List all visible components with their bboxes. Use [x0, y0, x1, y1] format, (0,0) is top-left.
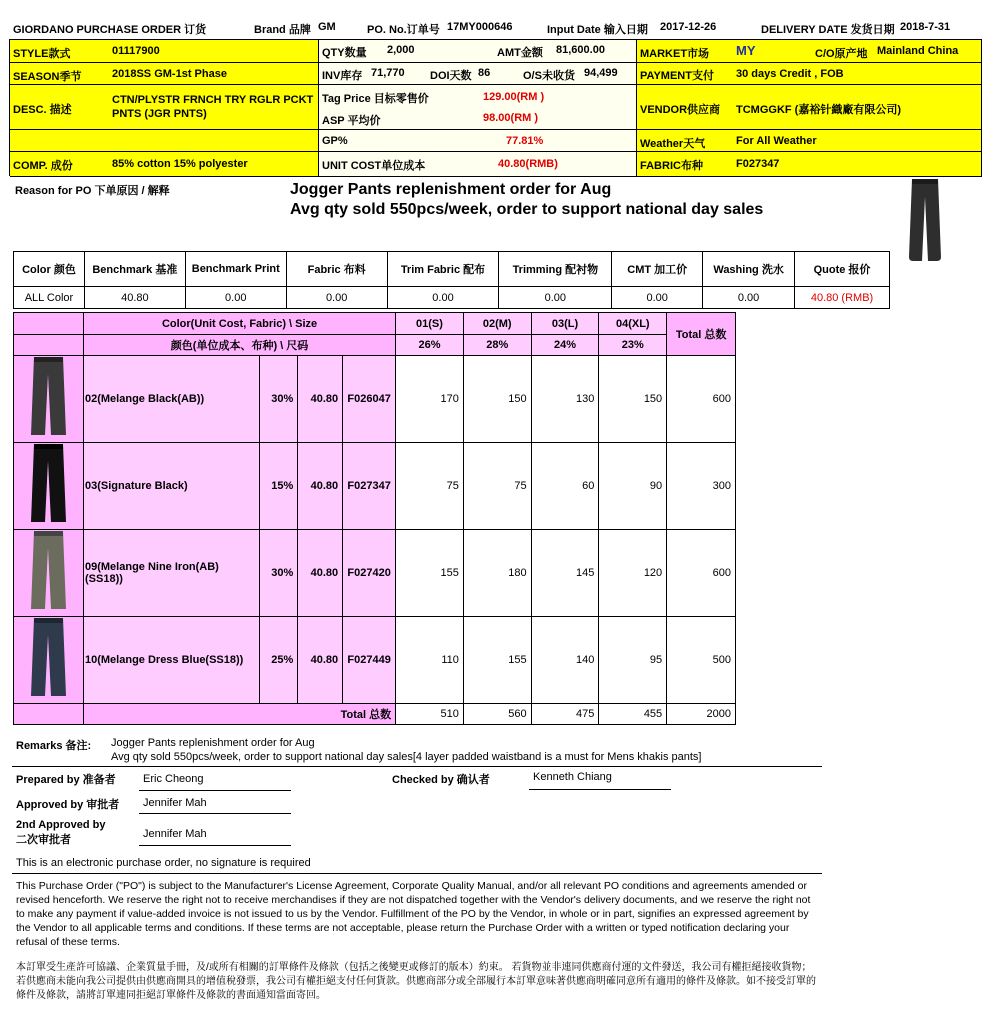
- table-row: [14, 443, 736, 530]
- vendor-label: VENDOR供应商: [640, 104, 721, 116]
- bench-header-benchmark: Benchmark 基准: [84, 252, 185, 287]
- qty-s: 155: [396, 530, 464, 617]
- bench-header-trimming: Trimming 配衬物: [499, 252, 612, 287]
- qty-m: 150: [463, 356, 531, 443]
- desc-label: DESC. 描述: [13, 104, 72, 116]
- bench-value-benchmark-print: 0.00: [185, 287, 286, 309]
- bench-header-cmt: CMT 加工价: [612, 252, 703, 287]
- brand-label: Brand 品牌: [254, 24, 311, 36]
- product-pants-image: [906, 177, 944, 263]
- bench-value-fabric: 0.00: [286, 287, 387, 309]
- grid-head-en: Color(Unit Cost, Fabric) \ Size: [84, 313, 396, 335]
- prepared-by-label: Prepared by 准备者: [16, 774, 116, 786]
- table-row: [14, 356, 736, 443]
- bench-header-fabric: Fabric 布料: [286, 252, 387, 287]
- color-fabric: F027420: [343, 530, 396, 617]
- asp-label: ASP 平均价: [322, 115, 381, 127]
- bench-header-quote: Quote 报价: [795, 252, 890, 287]
- divider: [12, 873, 822, 874]
- bench-header-benchmark-print: Benchmark Print: [185, 252, 286, 287]
- grid-image-header-2: [14, 335, 84, 356]
- amt-label: AMT金额: [497, 47, 543, 59]
- market-value: MY: [736, 43, 756, 58]
- bench-value-cmt: 0.00: [612, 287, 703, 309]
- footer-total-l: 475: [531, 704, 599, 725]
- table-row: [14, 617, 736, 704]
- qty-xl: 150: [599, 356, 667, 443]
- qty-total: 500: [667, 617, 736, 704]
- comp-value: 85% cotton 15% polyester: [112, 158, 248, 170]
- bench-header-washing: Washing 洗水: [703, 252, 795, 287]
- co-value: Mainland China: [877, 45, 959, 57]
- po-number: 17MY000646: [447, 21, 513, 33]
- doi-value: 86: [478, 67, 491, 79]
- bench-value-washing: 0.00: [703, 287, 795, 309]
- po-title: GIORDANO PURCHASE ORDER 订货: [13, 24, 207, 36]
- qty-xl: 95: [599, 617, 667, 704]
- brand-value: GM: [318, 21, 336, 33]
- footer-total-s: 510: [396, 704, 464, 725]
- footer-total-m: 560: [463, 704, 531, 725]
- asp-value: 98.00(RM ): [483, 112, 539, 124]
- color-name: 10(Melange Dress Blue(SS18)): [84, 617, 260, 704]
- qty-m: 155: [463, 617, 531, 704]
- desc-line2: PNTS (JGR PNTS): [112, 108, 207, 120]
- color-swatch-cell: [14, 530, 84, 617]
- qty-m: 180: [463, 530, 531, 617]
- color-swatch-cell: [14, 356, 84, 443]
- size-l-label: 03(L): [531, 313, 599, 335]
- legal-terms-cn: 本訂單受生產許可協議、企業質量手冊，及/或所有相關的訂單條件及條款（包括之後變更或修訂的版本）約束。 若貨物並非連同供應商付運的文件發送，我公司有權拒絕接收貨物；若供應商未能向我公司提供由供應商開具的增值稅發票，我公司有權拒絕支付任何貨款。供應商部分或全部履行本訂單意味著供應商明確同意所有適用的條件及條款。如不接受訂單的條件及條款，請將訂單連同拒絕訂單條件及條款的書面通知當面寄回。: [16, 962, 816, 1001]
- size-xl-label: 04(XL): [599, 313, 667, 335]
- color-fabric: F027347: [343, 443, 396, 530]
- input-date-label: Input Date 输入日期: [547, 24, 648, 36]
- gp-label: GP%: [322, 135, 348, 147]
- qty-total: 600: [667, 530, 736, 617]
- bench-value-color: ALL Color: [14, 287, 85, 309]
- checked-by-name: Kenneth Chiang: [533, 771, 612, 783]
- delivery-date-label: DELIVERY DATE 发货日期: [761, 24, 895, 36]
- bench-value-quote: 40.80 (RMB): [795, 287, 890, 309]
- os-label: O/S未收货: [523, 70, 575, 82]
- fabric-label: FABRIC布种: [640, 160, 703, 172]
- pants-signature-black-image: [14, 443, 83, 526]
- desc-line1: CTN/PLYSTR FRNCH TRY RGLR PCKT: [112, 94, 314, 106]
- color-fabric: F027449: [343, 617, 396, 704]
- second-approved-label-en: 2nd Approved by: [16, 819, 106, 831]
- size-m-label: 02(M): [463, 313, 531, 335]
- pants-melange-dress-blue-image: [14, 617, 83, 700]
- size-xl-pct: 23%: [599, 335, 667, 356]
- color-pct: 30%: [260, 356, 298, 443]
- color-cost: 40.80: [298, 356, 343, 443]
- remarks-line1: Jogger Pants replenishment order for Aug: [111, 737, 315, 749]
- color-swatch-cell: [14, 443, 84, 530]
- bench-value-trimming: 0.00: [499, 287, 612, 309]
- bench-value-trim-fabric: 0.00: [387, 287, 499, 309]
- market-label: MARKET市场: [640, 48, 710, 60]
- color-pct: 30%: [260, 530, 298, 617]
- size-s-pct: 26%: [396, 335, 464, 356]
- total-header: Total 总数: [667, 313, 736, 356]
- pants-melange-black-image: [14, 356, 83, 439]
- qty-s: 75: [396, 443, 464, 530]
- signature-line: [139, 813, 291, 814]
- pants-melange-nine-iron-image: [14, 530, 83, 613]
- unit-cost-label: UNIT COST单位成本: [322, 160, 426, 172]
- payment-label: PAYMENT支付: [640, 70, 714, 82]
- co-label: C/O原产地: [815, 48, 868, 60]
- qty-value: 2,000: [387, 44, 415, 56]
- delivery-date: 2018-7-31: [900, 21, 951, 33]
- qty-xl: 120: [599, 530, 667, 617]
- qty-l: 140: [531, 617, 599, 704]
- reason-line1: Jogger Pants replenishment order for Aug: [290, 181, 612, 198]
- footer-total-label: Total 总数: [84, 704, 396, 725]
- po-number-label: PO. No.订单号: [367, 24, 440, 36]
- qty-s: 170: [396, 356, 464, 443]
- qty-l: 130: [531, 356, 599, 443]
- color-pct: 25%: [260, 617, 298, 704]
- divider: [12, 766, 822, 767]
- prepared-by-name: Eric Cheong: [143, 773, 204, 785]
- approved-by-label: Approved by 审批者: [16, 799, 120, 811]
- second-approved-name: Jennifer Mah: [143, 828, 207, 840]
- color-name: 03(Signature Black): [84, 443, 260, 530]
- approved-by-name: Jennifer Mah: [143, 797, 207, 809]
- color-cost: 40.80: [298, 530, 343, 617]
- tag-price-label: Tag Price 目标零售价: [322, 93, 429, 105]
- color-cost: 40.80: [298, 617, 343, 704]
- size-l-pct: 24%: [531, 335, 599, 356]
- os-value: 94,499: [584, 67, 618, 79]
- style-label: STYLE款式: [13, 48, 71, 60]
- amt-value: 81,600.00: [556, 44, 605, 56]
- footer-grand-total: 2000: [667, 704, 736, 725]
- bench-header-color: Color 颜色: [14, 252, 85, 287]
- grid-head-cn: 颜色(单位成本、布种) \ 尺码: [84, 335, 396, 356]
- color-cost: 40.80: [298, 443, 343, 530]
- reason-line2: Avg qty sold 550pcs/week, order to support national day sales: [290, 201, 764, 218]
- gp-value: 77.81%: [506, 135, 544, 147]
- grid-image-header: [14, 313, 84, 335]
- table-row: [14, 530, 736, 617]
- color-fabric: F026047: [343, 356, 396, 443]
- signature-line: [139, 790, 291, 791]
- season-value: 2018SS GM-1st Phase: [112, 68, 227, 80]
- footer-blank: [14, 704, 84, 725]
- qty-l: 145: [531, 530, 599, 617]
- signature-line: [529, 789, 671, 790]
- remarks-label: Remarks 备注:: [16, 740, 92, 752]
- qty-m: 75: [463, 443, 531, 530]
- input-date: 2017-12-26: [660, 21, 717, 33]
- doi-label: DOI天数: [430, 70, 472, 82]
- legal-terms-en: This Purchase Order ("PO") is subject to the Manufacturer's License Agreement, Corporate Quality Manual, and/or all relevant PO conditions and agreements amended or revised henceforth. We reserve the right not to receive merchandises if they are not dispatched together with the Vendor's delivery documents, and we reserve the right not to make any payment if value-added invoice is not issued to us by the Vendor. Fulfillment of the PO by the Vendor, in whole or in part, signifies an expressed agreement by the Vendor to all applicable terms and conditions. If these terms are not acceptable, please return the Purchase Order with a written or typed notification declaring your refusal of these terms.: [16, 880, 811, 948]
- size-grid-table: [13, 312, 736, 725]
- qty-s: 110: [396, 617, 464, 704]
- size-m-pct: 28%: [463, 335, 531, 356]
- fabric-value: F027347: [736, 158, 780, 170]
- footer-total-xl: 455: [599, 704, 667, 725]
- electronic-notice: This is an electronic purchase order, no signature is required: [16, 857, 311, 869]
- signature-line: [139, 845, 291, 846]
- bench-value-benchmark: 40.80: [84, 287, 185, 309]
- tag-price-value: 129.00(RM ): [483, 91, 545, 103]
- vendor-value: TCMGGKF (嘉裕针織廠有限公司): [736, 104, 901, 116]
- payment-value: 30 days Credit , FOB: [736, 68, 844, 80]
- comp-label: COMP. 成份: [13, 160, 73, 172]
- color-swatch-cell: [14, 617, 84, 704]
- second-approved-label-cn: 二次审批者: [16, 834, 71, 846]
- reason-label: Reason for PO 下单原因 / 解释: [15, 185, 170, 197]
- weather-value: For All Weather: [736, 135, 817, 147]
- qty-total: 300: [667, 443, 736, 530]
- inv-label: INV库存: [322, 70, 363, 82]
- inv-value: 71,770: [371, 67, 405, 79]
- qty-xl: 90: [599, 443, 667, 530]
- color-pct: 15%: [260, 443, 298, 530]
- checked-by-label: Checked by 确认者: [392, 774, 490, 786]
- qty-label: QTY数量: [322, 47, 367, 59]
- unit-cost-value: 40.80(RMB): [498, 158, 558, 170]
- benchmark-table: [13, 251, 890, 309]
- style-value: 01117900: [112, 45, 160, 57]
- season-label: SEASON季节: [13, 71, 82, 83]
- color-name: 09(Melange Nine Iron(AB) (SS18)): [84, 530, 260, 617]
- remarks-line2: Avg qty sold 550pcs/week, order to support national day sales[4 layer padded waistband is a must for Mens khakis pants]: [111, 751, 702, 763]
- qty-total: 600: [667, 356, 736, 443]
- bench-header-trim-fabric: Trim Fabric 配布: [387, 252, 499, 287]
- color-name: 02(Melange Black(AB)): [84, 356, 260, 443]
- size-s-label: 01(S): [396, 313, 464, 335]
- qty-l: 60: [531, 443, 599, 530]
- weather-label: Weather天气: [640, 138, 706, 150]
